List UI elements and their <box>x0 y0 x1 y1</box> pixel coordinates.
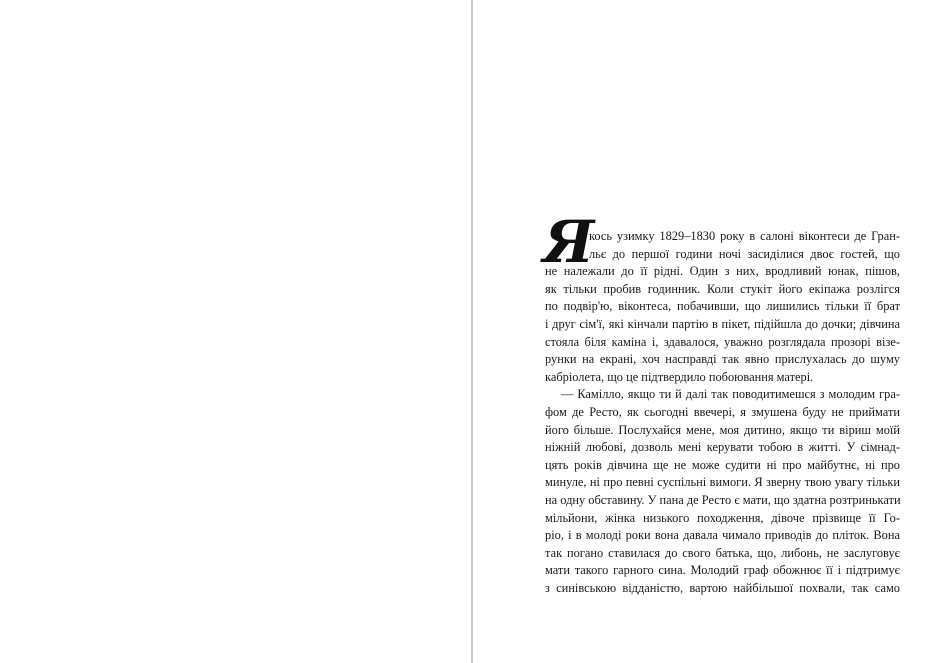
text-line-17: мільйони, жінка низького походження, дівоче прізвище її Го- <box>545 510 900 525</box>
text-line-11: фом де Ресто, як сьогодні ввечері, я змушена буду не приймати <box>545 404 900 419</box>
text-line-14: цять років дівчина ще не може судити ні про майбутнє, ні про <box>545 457 900 472</box>
text-line-6: і друг сім'ї, які кінчали партію в пікет, підійшла до дочки; дівчина <box>545 316 900 331</box>
text-line-18: ріо, і в молоді роки вона давала чимало приводів до пліток. Вона <box>545 528 900 543</box>
text-line-5: по подвір'ю, віконтеса, побачивши, що лишились тільки її брат <box>545 299 900 314</box>
text-line-12: його більше. Послухайся мене, моя дитино, якщо ти віриш моїй <box>545 422 900 437</box>
text-line-20: мати такого гарного сина. Молодий граф обожнює її і підтримує <box>545 563 900 578</box>
text-line-2: льє до першої години ночі засиділися двоє гостей, що <box>589 246 900 261</box>
text-line-3: не належали до її рідні. Один з них, вродливий юнак, пішов, <box>545 264 900 279</box>
text-line-1: кось узимку 1829–1830 року в салоні віконтеси де Гран- <box>589 229 900 243</box>
text-line-13: ніжній любові, дозволь мені керувати тобою в житті. У сімнад- <box>545 440 900 455</box>
text-line-21: з синівською відданістю, вартою найбільшої похвали, так само <box>545 580 900 595</box>
text-line-16: на одну обставину. У пана де Ресто є мати, що здатна розтринькати <box>545 492 901 507</box>
body-text <box>545 228 900 597</box>
text-line-19: так погано ставилася до свого батька, що, либонь, не заслуговує <box>545 545 900 560</box>
text-line-10: — Камілло, якщо ти й далі так поводитимешся з молодим гра- <box>561 387 900 402</box>
text-line-15: минуле, ні про певні суспільні вимоги. Я зверну твою увагу тільки <box>545 475 900 490</box>
text-line-9: кабріолета, що це підтвердило побоювання матері. <box>545 369 814 384</box>
text-line-4: як тільки пробив годинник. Коли стукіт його екіпажа розлігся <box>545 281 900 296</box>
drop-cap: Я <box>543 208 595 276</box>
text-line-7: стояла біля каміна і, здавалося, уважно розглядала прозорі візе- <box>545 334 900 349</box>
text-line-8: рунки на екрані, хоч насправді так явно прислухалась до шуму <box>545 352 900 367</box>
right-page <box>473 0 941 663</box>
